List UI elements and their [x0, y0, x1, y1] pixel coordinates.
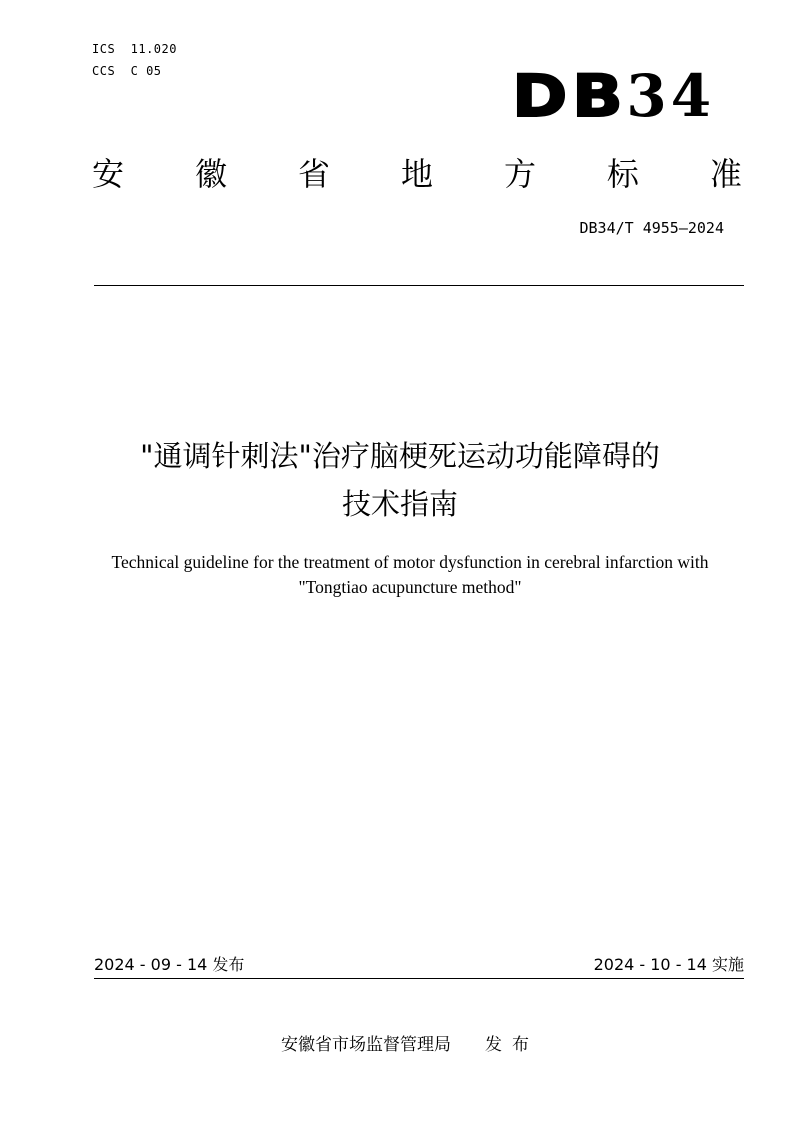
issuing-authority	[0, 1032, 800, 1058]
standard-type-char: 地	[400, 155, 433, 193]
standard-number: DB34/T 4955—2024	[579, 219, 724, 237]
chinese-title-line-2: 技术指南	[341, 487, 458, 521]
standard-type-char: 方	[503, 155, 536, 193]
standard-type-heading	[92, 150, 742, 198]
standard-type-char: 省	[297, 155, 330, 193]
issuer-name: 安徽省市场监督管理局	[281, 1035, 451, 1055]
english-title-line-1: Technical guideline for the treatment of motor dysfunction in cerebral infarction with	[111, 552, 709, 572]
logo-letters: DB	[512, 62, 628, 130]
standard-type-char: 徽	[194, 155, 227, 193]
chinese-title-line-1: "通调针刺法"治疗脑梗死运动功能障碍的	[140, 439, 660, 473]
effective-date: 2024 - 10 - 14 实施	[593, 955, 744, 974]
db34-logo	[512, 62, 716, 130]
standard-type-char: 安	[92, 155, 125, 193]
chinese-title	[60, 432, 740, 528]
standard-type-char: 准	[709, 155, 742, 193]
issue-date: 2024 - 09 - 14 发布	[94, 955, 245, 974]
bottom-divider	[94, 978, 744, 979]
english-title-line-2: "Tongtiao acupuncture method"	[298, 577, 522, 597]
classification-codes	[92, 38, 177, 82]
ccs-code: CCS C 05	[92, 64, 162, 78]
ics-code: ICS 11.020	[92, 42, 177, 56]
standard-type-char: 标	[606, 155, 639, 193]
english-title	[40, 550, 780, 600]
top-divider	[94, 285, 744, 286]
issuer-action: 发布	[485, 1035, 539, 1055]
logo-number: 34	[626, 62, 716, 130]
